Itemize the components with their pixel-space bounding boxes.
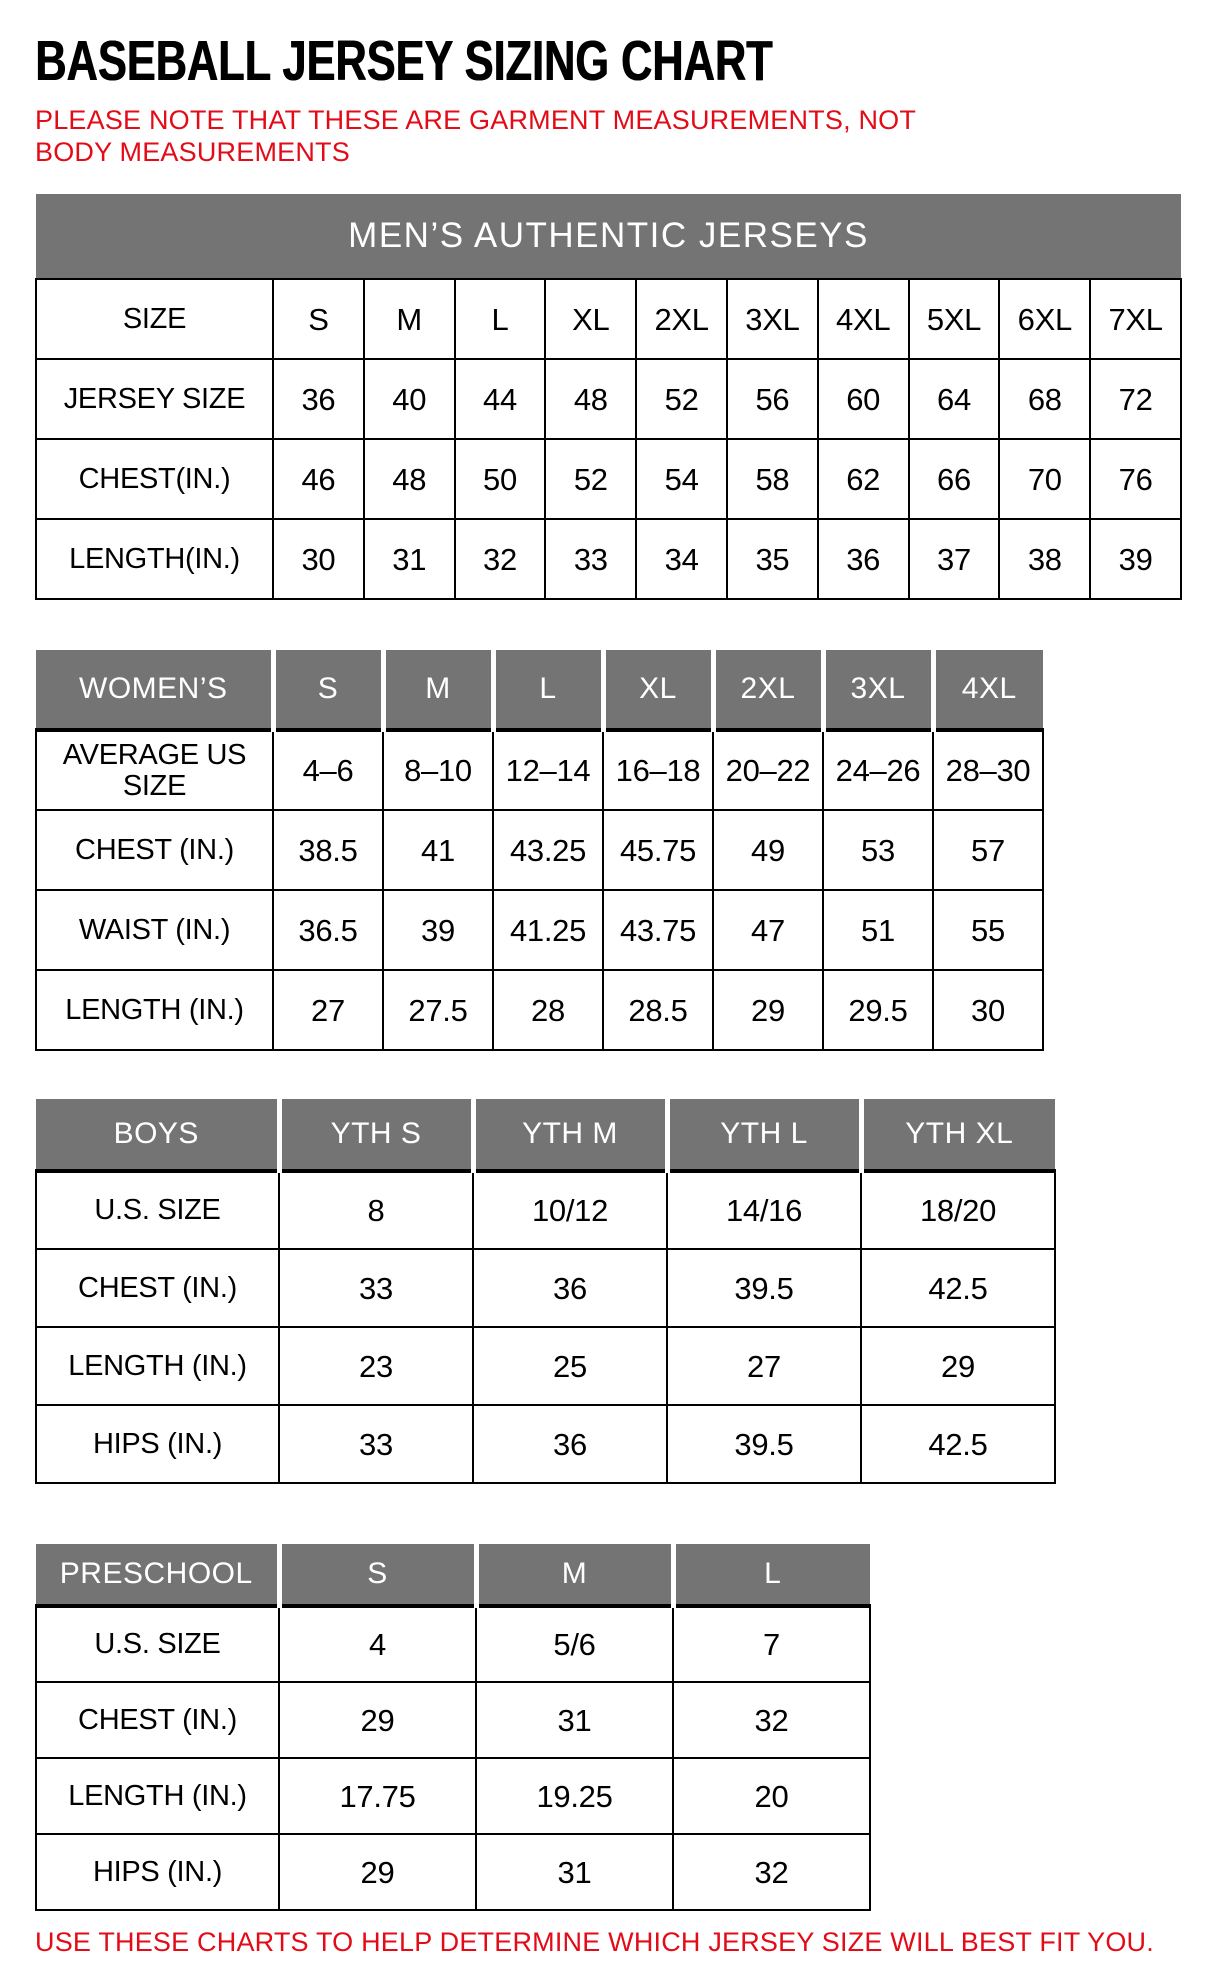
table-cell: 32 <box>455 519 546 599</box>
column-header: L <box>455 279 546 359</box>
table-row <box>36 359 1181 439</box>
row-label: LENGTH (IN.) <box>36 970 273 1050</box>
table-cell: 8–10 <box>383 730 493 810</box>
table-row <box>36 890 1043 970</box>
table-cell: 54 <box>636 439 727 519</box>
table-cell: 10/12 <box>473 1171 667 1249</box>
column-header: S <box>273 650 383 730</box>
table-cell: 23 <box>279 1327 473 1405</box>
table-cell: 37 <box>909 519 1000 599</box>
row-label: CHEST (IN.) <box>36 810 273 890</box>
column-header: S <box>273 279 364 359</box>
table-cell: 28 <box>493 970 603 1050</box>
table-cell: 52 <box>545 439 636 519</box>
table-cell: 29.5 <box>823 970 933 1050</box>
preschool-header-label: PRESCHOOL <box>36 1544 279 1606</box>
table-cell: 31 <box>476 1834 673 1910</box>
table-row <box>36 1171 1055 1249</box>
table-row <box>36 439 1181 519</box>
table-cell: 30 <box>933 970 1043 1050</box>
column-header: XL <box>603 650 713 730</box>
column-header: 3XL <box>727 279 818 359</box>
column-header: L <box>673 1544 870 1606</box>
table-cell: 30 <box>273 519 364 599</box>
table-cell: 29 <box>861 1327 1055 1405</box>
table-row <box>36 1249 1055 1327</box>
table-cell: 24–26 <box>823 730 933 810</box>
column-header: 3XL <box>823 650 933 730</box>
table-cell: 44 <box>455 359 546 439</box>
row-label: CHEST (IN.) <box>36 1682 279 1758</box>
table-cell: 58 <box>727 439 818 519</box>
column-header: YTH L <box>667 1099 861 1171</box>
row-label: JERSEY SIZE <box>36 359 273 439</box>
column-header: 7XL <box>1090 279 1181 359</box>
row-label: LENGTH (IN.) <box>36 1758 279 1834</box>
page-title: BASEBALL JERSEY SIZING CHART <box>35 29 773 93</box>
table-cell: 12–14 <box>493 730 603 810</box>
table-cell: 29 <box>279 1682 476 1758</box>
womens-header-label: WOMEN’S <box>36 650 273 730</box>
table-cell: 25 <box>473 1327 667 1405</box>
table-row <box>36 1327 1055 1405</box>
table-cell: 18/20 <box>861 1171 1055 1249</box>
row-label: LENGTH(IN.) <box>36 519 273 599</box>
column-header: 5XL <box>909 279 1000 359</box>
table-cell: 53 <box>823 810 933 890</box>
table-cell: 31 <box>364 519 455 599</box>
row-label: U.S. SIZE <box>36 1171 279 1249</box>
column-header: 2XL <box>713 650 823 730</box>
column-header: XL <box>545 279 636 359</box>
table-cell: 4 <box>279 1606 476 1682</box>
table-cell: 28.5 <box>603 970 713 1050</box>
table-cell: 72 <box>1090 359 1181 439</box>
table-header-row <box>36 1099 1055 1171</box>
table-header-row <box>36 1544 870 1606</box>
table-cell: 4–6 <box>273 730 383 810</box>
table-cell: 36 <box>818 519 909 599</box>
boys-table <box>35 1099 1056 1484</box>
table-cell: 48 <box>364 439 455 519</box>
table-row <box>36 1405 1055 1483</box>
table-cell: 19.25 <box>476 1758 673 1834</box>
table-cell: 34 <box>636 519 727 599</box>
table-cell: 39.5 <box>667 1405 861 1483</box>
table-cell: 60 <box>818 359 909 439</box>
table-row <box>36 1834 870 1910</box>
row-label: HIPS (IN.) <box>36 1405 279 1483</box>
table-cell: 68 <box>999 359 1090 439</box>
table-cell: 47 <box>713 890 823 970</box>
table-cell: 16–18 <box>603 730 713 810</box>
preschool-table <box>35 1544 871 1911</box>
table-cell: 20–22 <box>713 730 823 810</box>
table-cell: 35 <box>727 519 818 599</box>
table-row <box>36 519 1181 599</box>
column-header: M <box>476 1544 673 1606</box>
table-cell: 36.5 <box>273 890 383 970</box>
column-header: L <box>493 650 603 730</box>
table-cell: 33 <box>279 1405 473 1483</box>
table-cell: 45.75 <box>603 810 713 890</box>
table-cell: 42.5 <box>861 1249 1055 1327</box>
column-header: YTH XL <box>861 1099 1055 1171</box>
table-cell: 66 <box>909 439 1000 519</box>
boys-header-label: BOYS <box>36 1099 279 1171</box>
column-header: 6XL <box>999 279 1090 359</box>
table-cell: 38.5 <box>273 810 383 890</box>
table-cell: 41 <box>383 810 493 890</box>
womens-table <box>35 650 1044 1051</box>
table-cell: 17.75 <box>279 1758 476 1834</box>
table-cell: 29 <box>713 970 823 1050</box>
table-cell: 41.25 <box>493 890 603 970</box>
table-cell: 36 <box>273 359 364 439</box>
column-header: S <box>279 1544 476 1606</box>
table-cell: 57 <box>933 810 1043 890</box>
table-cell: 46 <box>273 439 364 519</box>
footer-text: USE THESE CHARTS TO HELP DETERMINE WHICH JERSEY SIZE WILL BEST FIT YOU. <box>35 1927 1154 1958</box>
table-cell: 29 <box>279 1834 476 1910</box>
table-cell: 51 <box>823 890 933 970</box>
table-cell: 14/16 <box>667 1171 861 1249</box>
mens-table <box>35 194 1182 600</box>
row-label: CHEST(IN.) <box>36 439 273 519</box>
table-cell: 7 <box>673 1606 870 1682</box>
row-label: AVERAGE US SIZE <box>36 730 273 810</box>
table-row <box>36 970 1043 1050</box>
column-header: M <box>364 279 455 359</box>
table-cell: 39.5 <box>667 1249 861 1327</box>
table-cell: 31 <box>476 1682 673 1758</box>
column-header: 4XL <box>933 650 1043 730</box>
table-cell: 8 <box>279 1171 473 1249</box>
column-header: YTH M <box>473 1099 667 1171</box>
column-header: M <box>383 650 493 730</box>
mens-banner: MEN’S AUTHENTIC JERSEYS <box>36 194 1181 279</box>
table-cell: 76 <box>1090 439 1181 519</box>
table-cell: 48 <box>545 359 636 439</box>
table-cell: 27.5 <box>383 970 493 1050</box>
column-header: YTH S <box>279 1099 473 1171</box>
table-row <box>36 1606 870 1682</box>
row-label: LENGTH (IN.) <box>36 1327 279 1405</box>
table-cell: 20 <box>673 1758 870 1834</box>
table-row <box>36 1682 870 1758</box>
row-label: SIZE <box>36 279 273 359</box>
table-cell: 42.5 <box>861 1405 1055 1483</box>
table-cell: 33 <box>279 1249 473 1327</box>
size-header-row <box>36 279 1181 359</box>
table-cell: 28–30 <box>933 730 1043 810</box>
column-header: 2XL <box>636 279 727 359</box>
table-cell: 55 <box>933 890 1043 970</box>
table-cell: 56 <box>727 359 818 439</box>
table-cell: 27 <box>667 1327 861 1405</box>
table-cell: 40 <box>364 359 455 439</box>
row-label: WAIST (IN.) <box>36 890 273 970</box>
table-cell: 27 <box>273 970 383 1050</box>
garment-measurements-note: PLEASE NOTE THAT THESE ARE GARMENT MEASUREMENTS, NOT BODY MEASUREMENTS <box>35 104 916 167</box>
table-cell: 62 <box>818 439 909 519</box>
table-header-row <box>36 650 1043 730</box>
row-label: U.S. SIZE <box>36 1606 279 1682</box>
table-cell: 43.25 <box>493 810 603 890</box>
table-cell: 38 <box>999 519 1090 599</box>
table-cell: 32 <box>673 1682 870 1758</box>
table-cell: 33 <box>545 519 636 599</box>
table-cell: 5/6 <box>476 1606 673 1682</box>
table-cell: 36 <box>473 1249 667 1327</box>
column-header: 4XL <box>818 279 909 359</box>
table-row <box>36 730 1043 810</box>
table-cell: 49 <box>713 810 823 890</box>
row-label: HIPS (IN.) <box>36 1834 279 1910</box>
table-cell: 39 <box>1090 519 1181 599</box>
tables-container <box>35 194 1220 1911</box>
table-cell: 50 <box>455 439 546 519</box>
table-cell: 43.75 <box>603 890 713 970</box>
table-cell: 70 <box>999 439 1090 519</box>
table-cell: 32 <box>673 1834 870 1910</box>
table-cell: 36 <box>473 1405 667 1483</box>
table-row <box>36 1758 870 1834</box>
table-cell: 64 <box>909 359 1000 439</box>
table-cell: 52 <box>636 359 727 439</box>
table-row <box>36 810 1043 890</box>
table-cell: 39 <box>383 890 493 970</box>
table-header-row <box>36 194 1181 279</box>
row-label: CHEST (IN.) <box>36 1249 279 1327</box>
